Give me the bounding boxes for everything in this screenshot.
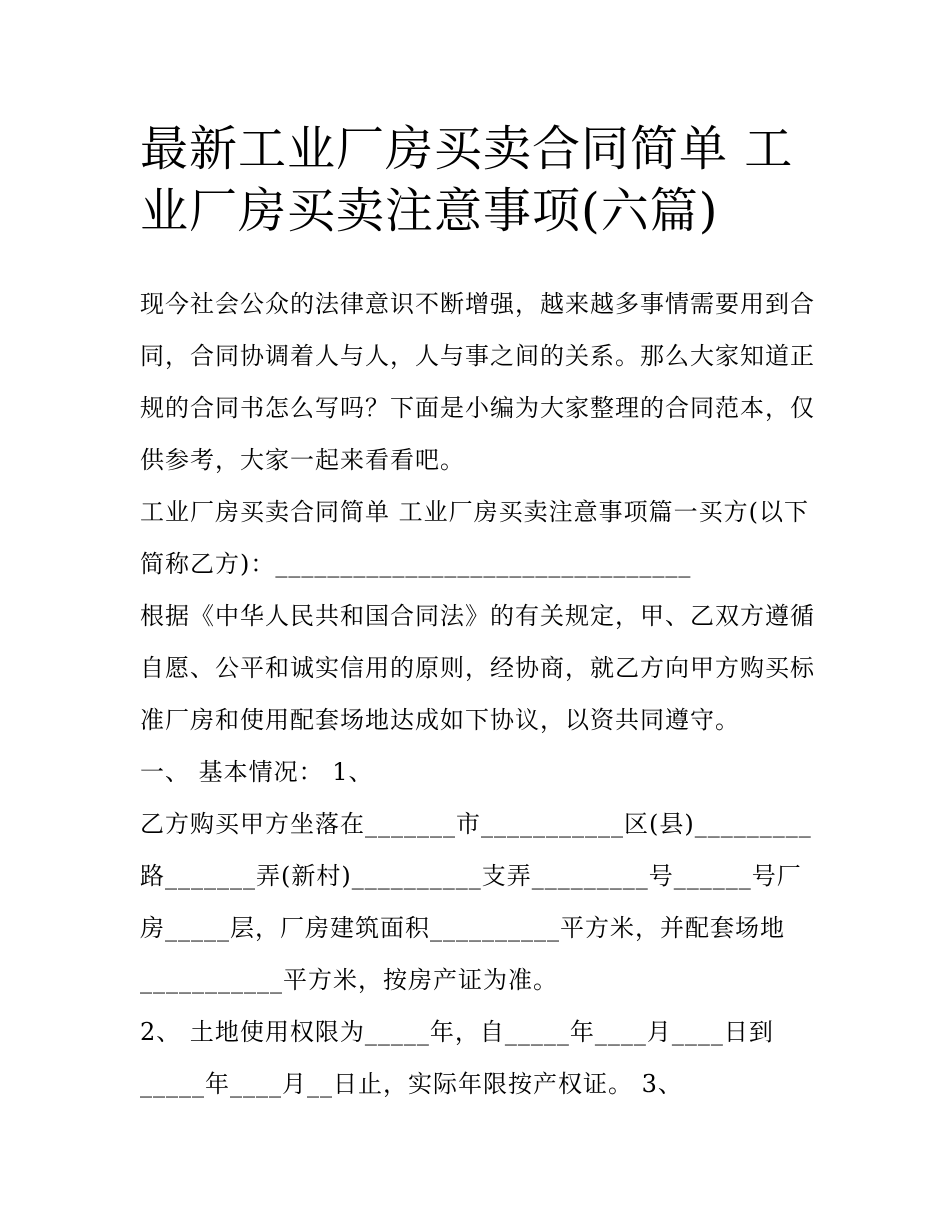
clause-line: 路_______弄(新村)__________支弄_________号______号厂 xyxy=(140,862,802,890)
title-line: 最新工业厂房买卖合同简单 工 xyxy=(140,121,794,177)
preamble-line: 自愿、公平和诚实信用的原则，经协商，就乙方向甲方购买标 xyxy=(140,654,815,682)
clause-line: 乙方购买甲方坐落在_______市___________区(县)_________ xyxy=(140,810,812,838)
buyer-name-line: 简称乙方)：________________________________ xyxy=(140,550,692,578)
clause-heading: 一、 基本情况： 1、 xyxy=(140,758,374,786)
document-body xyxy=(140,278,820,1110)
section-heading-line: 工业厂房买卖合同简单 工业厂房买卖注意事项篇一买方(以下 xyxy=(140,498,809,526)
clause-line: _____年____月__日止，实际年限按产权证。 3、 xyxy=(140,1070,683,1098)
intro-line: 现今社会公众的法律意识不断增强，越来越多事情需要用到合 xyxy=(140,290,815,318)
intro-line: 供参考，大家一起来看看吧。 xyxy=(140,446,465,474)
intro-line: 同，合同协调着人与人，人与事之间的关系。那么大家知道正 xyxy=(140,342,815,370)
intro-line: 规的合同书怎么写吗？下面是小编为大家整理的合同范本，仅 xyxy=(140,394,815,422)
title-line: 业厂房买卖注意事项(六篇) xyxy=(140,183,719,239)
clause-line: ___________平方米，按房产证为准。 xyxy=(140,966,558,994)
clause-line: 房_____层，厂房建筑面积__________平方米，并配套场地 xyxy=(140,914,785,942)
document-title xyxy=(140,118,820,242)
clause-line: 2、 土地使用权限为_____年，自_____年____月____日到 xyxy=(140,1018,774,1046)
preamble-line: 根据《中华人民共和国合同法》的有关规定，甲、乙双方遵循 xyxy=(140,602,815,630)
preamble-line: 准厂房和使用配套场地达成如下协议，以资共同遵守。 xyxy=(140,706,740,734)
